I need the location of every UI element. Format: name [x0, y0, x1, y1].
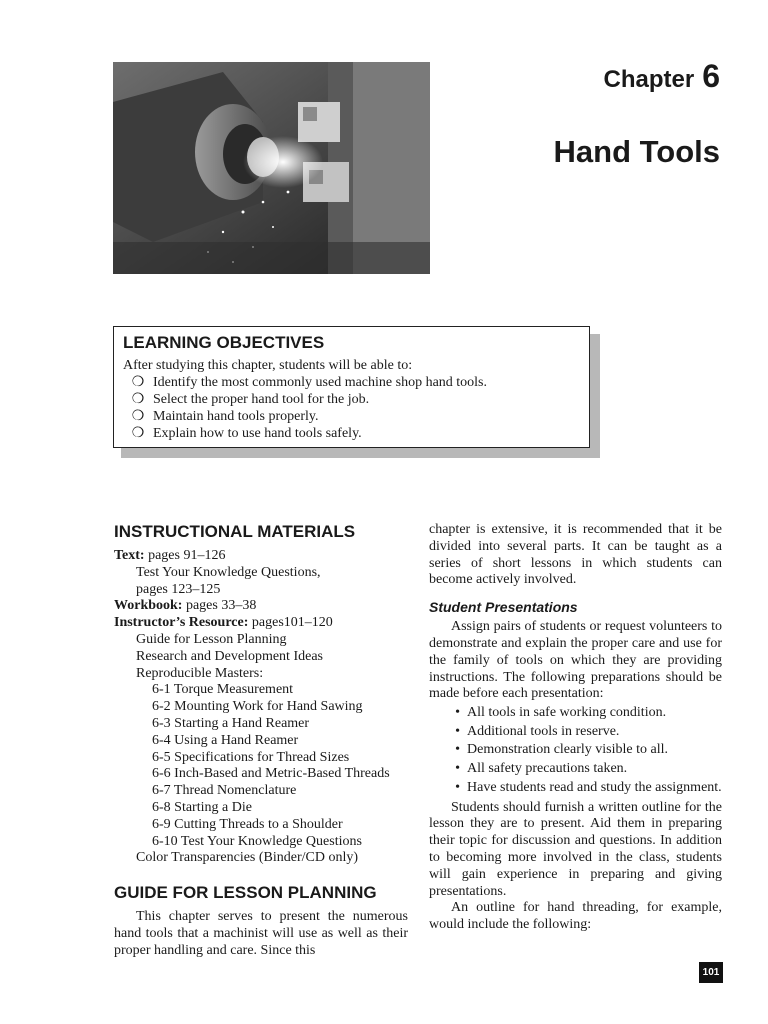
- resource-item: Reproducible Masters:: [136, 665, 264, 681]
- circle-bullet-icon: ❍: [131, 409, 145, 424]
- learning-objectives-box: [113, 326, 590, 448]
- threading-paragraph: An outline for hand threading, for example, would include the following:: [429, 900, 722, 933]
- chapter-label: Chapter: [603, 66, 695, 93]
- presentations-heading: Student Presentations: [429, 599, 578, 616]
- master-item: 6-5 Specifications for Thread Sizes: [152, 749, 350, 765]
- objectives-heading: LEARNING OBJECTIVES: [123, 333, 325, 352]
- list-item: • Have students read and study the assignment.: [429, 779, 722, 796]
- objectives-intro: After studying this chapter, students will be able to:: [123, 358, 413, 373]
- outline-paragraph: Students should furnish a written outline for the lesson they are to present. Aid them in preparing their topic for discussion and questions. In addition to becoming more involved in the class, students will gain experience in preparing and giving presentations.: [429, 799, 722, 899]
- bullet-icon: •: [455, 779, 460, 795]
- workbook-line: Workbook: pages 33–38: [114, 598, 257, 614]
- lathe-illustration: [113, 62, 430, 274]
- transparencies-line: Color Transparencies (Binder/CD only): [136, 850, 359, 866]
- bullet-icon: •: [455, 723, 460, 739]
- master-item: 6-6 Inch-Based and Metric-Based Threads: [152, 766, 390, 782]
- circle-bullet-icon: ❍: [131, 392, 145, 407]
- master-item: 6-1 Torque Measurement: [152, 682, 294, 698]
- objective-item: ❍ Select the proper hand tool for the job.: [123, 391, 580, 408]
- objective-item: ❍ Identify the most commonly used machine shop hand tools.: [123, 374, 580, 391]
- chapter-heading: [604, 58, 720, 95]
- resource-line: Instructor’s Resource: pages101–120: [114, 615, 333, 631]
- bullet-icon: •: [455, 742, 460, 758]
- objective-item: ❍ Maintain hand tools properly.: [123, 408, 580, 425]
- bullet-icon: •: [455, 760, 460, 776]
- resource-item: Guide for Lesson Planning: [136, 631, 287, 647]
- text-line: Text: pages 91–126: [114, 548, 226, 563]
- master-item: 6-9 Cutting Threads to a Shoulder: [152, 816, 343, 832]
- master-item: 6-3 Starting a Hand Reamer: [152, 715, 310, 731]
- text-sub-line: Test Your Knowledge Questions,: [136, 564, 321, 580]
- master-item: 6-7 Thread Nomenclature: [152, 783, 297, 799]
- guide-heading: GUIDE FOR LESSON PLANNING: [114, 883, 377, 903]
- text-sub-line: pages 123–125: [136, 581, 221, 597]
- list-item: • All safety precautions taken.: [429, 760, 722, 779]
- preparations-list: [429, 704, 722, 795]
- left-column: [114, 522, 408, 960]
- circle-bullet-icon: ❍: [131, 375, 145, 390]
- machine-tool-photo: [113, 62, 430, 274]
- chapter-title: Hand Tools: [553, 134, 720, 169]
- circle-bullet-icon: ❍: [131, 426, 145, 441]
- guide-paragraph: This chapter serves to present the numerous hand tools that a machinist will use as well as their proper handling and care. Since this: [114, 909, 408, 958]
- list-item: • All tools in safe working condition.: [429, 704, 722, 723]
- master-item: 6-10 Test Your Knowledge Questions: [152, 833, 362, 849]
- master-item: 6-4 Using a Hand Reamer: [152, 732, 299, 748]
- page-number: 101: [699, 962, 723, 983]
- materials-heading: INSTRUCTIONAL MATERIALS: [114, 522, 356, 541]
- master-item: 6-2 Mounting Work for Hand Sawing: [152, 699, 363, 715]
- bullet-icon: •: [455, 705, 460, 721]
- chapter-number: 6: [702, 58, 720, 94]
- master-item: 6-8 Starting a Die: [152, 799, 252, 815]
- presentations-paragraph: Assign pairs of students or request volunteers to demonstrate and explain the proper care and use for the family of tools on which they are providing instructions. The following preparations should be made before each presentation:: [429, 619, 722, 702]
- resource-item: Research and Development Ideas: [136, 648, 323, 664]
- objectives-list: [123, 374, 580, 442]
- objective-item: ❍ Explain how to use hand tools safely.: [123, 425, 580, 442]
- guide-paragraph-continued: chapter is extensive, it is recommended that it be divided into several parts. It can be taught as a series of short lessons in which students can become actively involved.: [429, 522, 722, 588]
- list-item: • Additional tools in reserve.: [429, 723, 722, 742]
- right-column: [429, 522, 722, 934]
- list-item: • Demonstration clearly visible to all.: [429, 741, 722, 760]
